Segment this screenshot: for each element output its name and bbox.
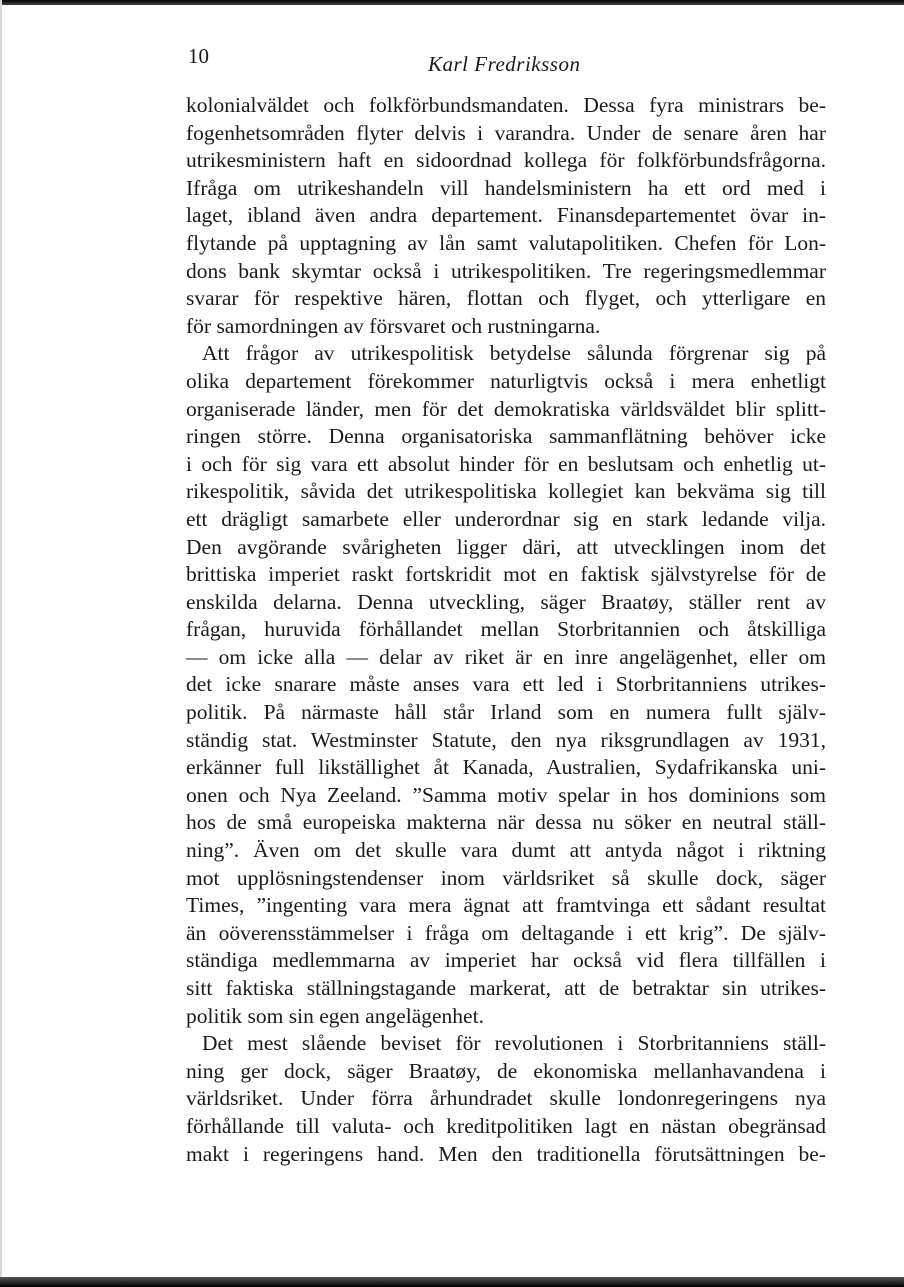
text-line: Ifråga om utrikeshandeln vill handelsministern ha ett ord med i [186, 175, 826, 200]
body-text [186, 92, 826, 1168]
paragraph-end-line: politik som sin egen angelägenhet. [186, 1003, 484, 1028]
text-line: förhållande till valuta- och kreditpolitiken lagt en nästan obegränsad [186, 1113, 826, 1138]
text-line: ringen större. Denna organisatoriska sammanflätning behöver icke [186, 424, 826, 449]
text-line: än oöverensstämmelser i fråga om deltagande i ett krig”. De själv- [186, 920, 826, 945]
scan-top-edge [0, 0, 904, 5]
text-line: ett drägligt samarbete eller underordnar sig en stark ledande vilja. [186, 506, 826, 531]
text-line: organiserade länder, men för det demokratiska världsväldet blir splitt- [186, 396, 826, 421]
text-line: kolonialväldet och folkförbundsmandaten. Dessa fyra ministrars be- [186, 93, 826, 117]
text-line: enskilda delarna. Denna utveckling, säger Braatøy, ställer rent av [186, 589, 826, 614]
text-line: Den avgörande svårigheten ligger däri, att utvecklingen inom det [186, 534, 826, 559]
paragraph-start-line: Att frågor av utrikespolitisk betydelse sålunda förgrenar sig på [202, 341, 826, 366]
page-left-edge [0, 0, 2, 1287]
text-line: brittiska imperiet raskt fortskridit mot en faktisk självstyrelse för de [186, 562, 826, 587]
text-line: hos de små europeiska makterna när dessa nu söker en neutral ställ- [186, 810, 826, 835]
page-header [188, 40, 828, 80]
text-line: ning ger dock, säger Braatøy, de ekonomiska mellanhavandena i [186, 1058, 826, 1083]
text-line: makt i regeringens hand. Men den traditionella förutsättningen be- [186, 1141, 826, 1166]
paragraph-end-line: för samordningen av försvaret och rustningarna. [186, 313, 601, 338]
scan-bottom-edge [0, 1277, 904, 1287]
text-line: sitt faktiska ställningstagande markerat, att de betraktar sin utrikes- [186, 976, 826, 1000]
running-head: Karl Fredriksson [428, 52, 581, 76]
text-line: i och för sig vara ett absolut hinder för en beslutsam och enhetlig ut- [186, 451, 826, 476]
text-line: ständiga medlemmarna av imperiet har också vid flera tillfällen i [186, 948, 826, 973]
text-line: det icke snarare måste anses vara ett led i Storbritanniens utrikes- [186, 672, 826, 697]
text-line: dons bank skymtar också i utrikespolitiken. Tre regeringsmedlemmar [186, 258, 826, 283]
text-line: flytande på upptagning av lån samt valutapolitiken. Chefen för Lon- [186, 230, 826, 255]
text-line: politik. På närmaste håll står Irland som en numera fullt själv- [186, 700, 826, 725]
text-line: frågan, huruvida förhållandet mellan Storbritannien och åtskilliga [186, 617, 826, 642]
text-line: svarar för respektive hären, flottan och flyget, och ytterligare en [186, 286, 826, 311]
paragraph-start-line: Det mest slående beviset för revolutionen i Storbritanniens ställ- [202, 1031, 826, 1056]
text-line: utrikesministern haft en sidoordnad kollega för folkförbundsfrågorna. [186, 148, 826, 173]
text-line: rikespolitik, såvida det utrikespolitiska kollegiet kan bekväma sig till [186, 479, 826, 504]
text-line: laget, ibland även andra departement. Finansdepartementet övar in- [186, 203, 826, 228]
text-line: — om icke alla — delar av riket är en inre angelägenhet, eller om [186, 644, 826, 669]
text-line: olika departement förekommer naturligtvis också i mera enhetligt [186, 368, 826, 393]
text-line: mot upplösningstendenser inom världsriket så skulle dock, säger [186, 865, 826, 890]
text-line: världsriket. Under förra århundradet skulle londonregeringens nya [186, 1086, 826, 1111]
text-line: onen och Nya Zeeland. ”Samma motiv spelar in hos dominions som [186, 782, 826, 807]
page-number: 10 [188, 44, 209, 68]
text-line: fogenhetsområden flyter delvis i varandra. Under de senare åren har [186, 120, 826, 145]
text-line: ning”. Även om det skulle vara dumt att antyda något i riktning [186, 838, 826, 863]
text-line: erkänner full likställighet åt Kanada, Australien, Sydafrikanska uni- [186, 755, 826, 780]
text-line: ständig stat. Westminster Statute, den nya riksgrundlagen av 1931, [186, 727, 826, 752]
text-line: Times, ”ingenting vara mera ägnat att framtvinga ett sådant resultat [186, 893, 826, 918]
